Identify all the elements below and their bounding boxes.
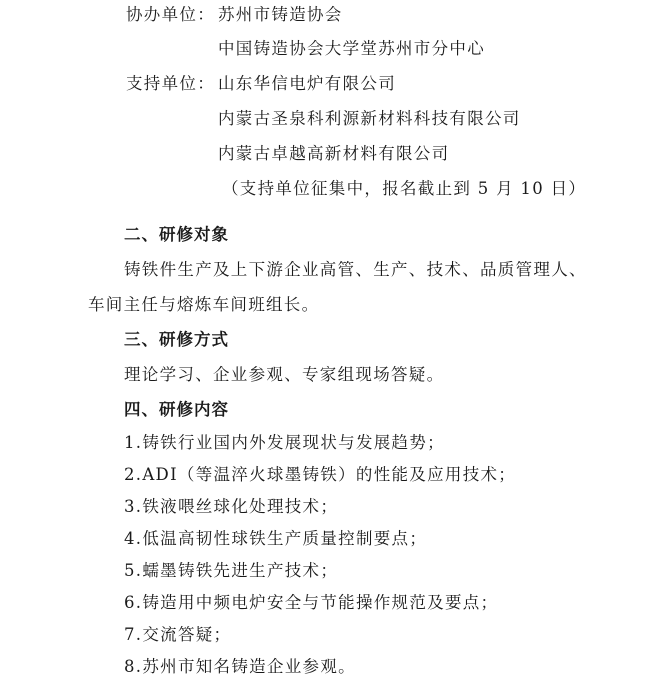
section-2-para-line-2: 车间主任与熔炼车间班组长。 xyxy=(88,295,320,314)
co-organizer-label: 协办单位： xyxy=(126,5,215,24)
list-item: 3.铁液喂丝球化处理技术； xyxy=(124,497,339,516)
section-4-heading: 四、研修内容 xyxy=(124,400,229,419)
section-3-heading: 三、研修方式 xyxy=(124,330,229,349)
co-organizer-2: 中国铸造协会大学堂苏州市分中心 xyxy=(218,39,485,58)
list-item: 5.蠕墨铸铁先进生产技术； xyxy=(124,561,339,580)
section-2-para-line-1: 铸铁件生产及上下游企业高管、生产、技术、品质管理人、 xyxy=(124,260,587,279)
supporter-1: 山东华信电炉有限公司 xyxy=(218,74,396,93)
list-item: 6.铸造用中频电炉安全与节能操作规范及要点； xyxy=(124,593,499,612)
list-item: 4.低温高韧性球铁生产质量控制要点； xyxy=(124,529,428,548)
section-3-para: 理论学习、企业参观、专家组现场答疑。 xyxy=(124,365,445,384)
supporter-note: （支持单位征集中，报名截止到 5 月 10 日） xyxy=(222,179,587,198)
supporter-label: 支持单位： xyxy=(126,74,215,93)
list-item: 2.ADI（等温淬火球墨铸铁）的性能及应用技术； xyxy=(124,465,517,484)
list-item: 1.铸铁行业国内外发展现状与发展趋势； xyxy=(124,433,445,452)
supporter-3: 内蒙古卓越高新材料有限公司 xyxy=(218,144,450,163)
list-item: 8.苏州市知名铸造企业参观。 xyxy=(124,657,356,676)
section-2-heading: 二、研修对象 xyxy=(124,225,229,244)
supporter-2: 内蒙古圣泉科利源新材料科技有限公司 xyxy=(218,109,521,128)
list-item: 7.交流答疑； xyxy=(124,625,232,644)
co-organizer-1: 苏州市铸造协会 xyxy=(218,5,343,24)
